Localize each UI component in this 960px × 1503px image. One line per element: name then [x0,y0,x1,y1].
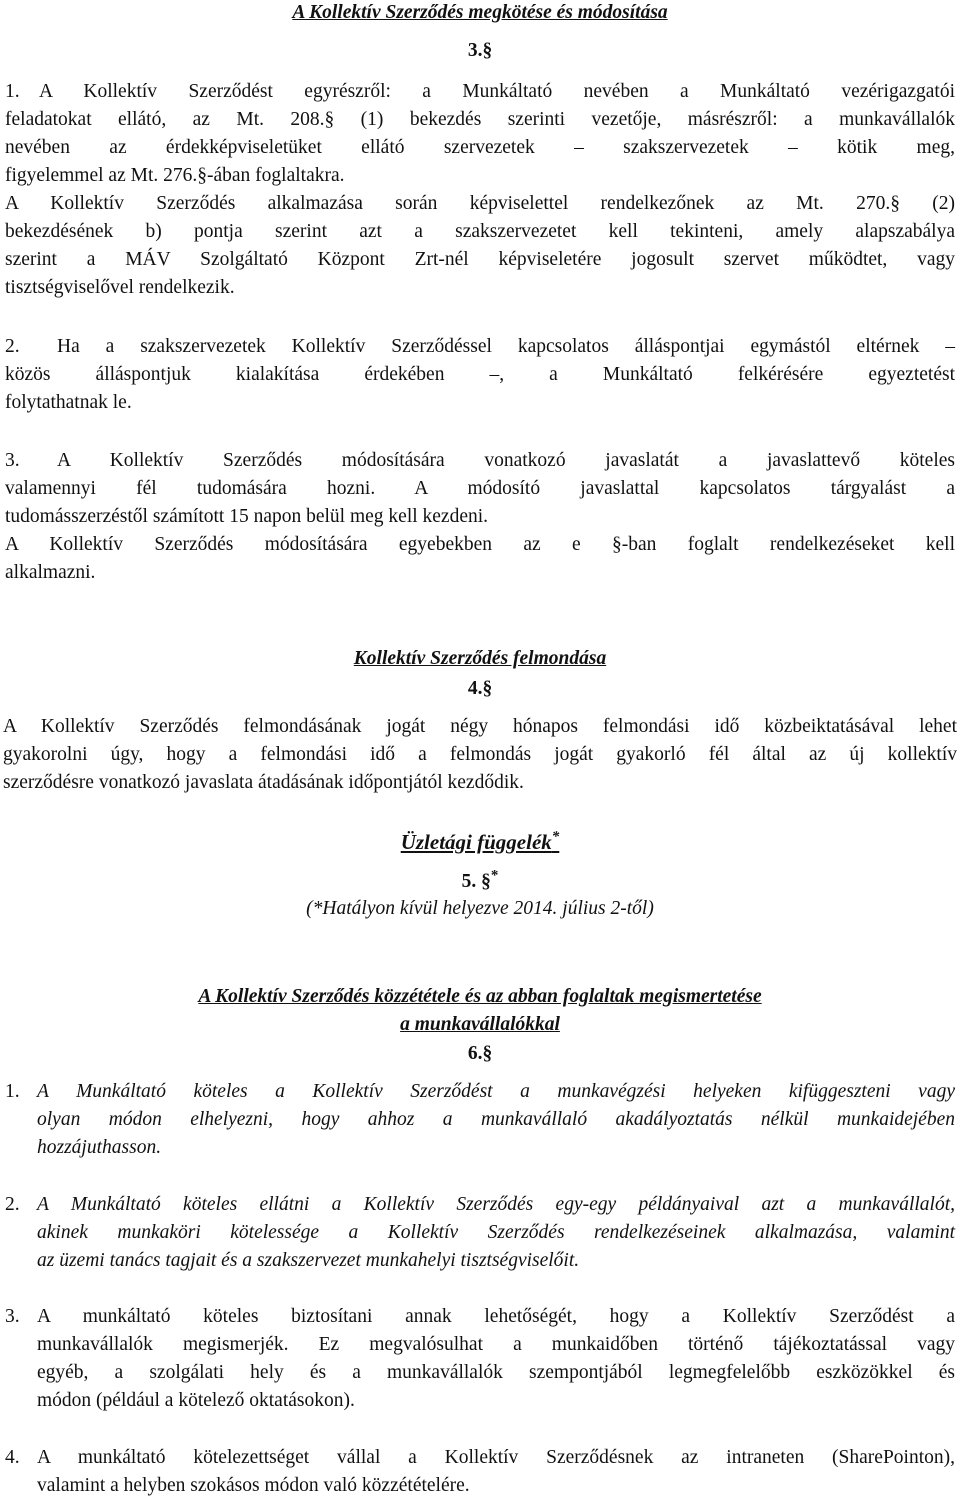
text-line: A Kollektív Szerződést egyrészről: a Munkáltató nevében a Munkáltató vezérigazgatói [39,81,955,102]
text-line: közös álláspontjuk kialakítása érdekében –, a Munkáltató felkérésére egyeztetést [5,364,955,385]
text-line: tudomásszerzéstől számított 15 napon belül meg kell kezdeni. [5,506,489,527]
list-item-3-2 [5,333,955,417]
list-item-number: 3. [5,1306,20,1327]
text-line: Ha a szakszervezetek Kollektív Szerződéssel kapcsolatos álláspontjai egymástól eltérnek – [57,336,955,357]
text-line: A Munkáltató köteles a Kollektív Szerződést a munkavégzési helyeken kifüggeszteni vagy [37,1081,955,1102]
footnote-marker: * [490,867,499,884]
list-item-3-1 [5,78,955,302]
list-item-number: 1. [5,1081,20,1102]
text-line: módon (például a kötelező oktatásokon). [37,1390,355,1411]
text-line: feladatokat ellátó, az Mt. 208.§ (1) bekezdés szerinti vezetője, másrészről: a munkavállalók [5,109,955,130]
list-item-number: 1. [5,81,20,102]
text-line: akinek munkaköri kötelessége a Kollektív Szerződés rendelkezéseinek alkalmazása, valamint [37,1222,955,1243]
text-line: olyan módon elhelyezni, hogy ahhoz a munkavállaló akadályoztatás nélkül munkaidejében [37,1109,955,1130]
list-item-text [37,1444,955,1500]
list-item-3-3 [5,447,955,587]
text-line: A Kollektív Szerződés módosítására vonatkozó javaslatát a javaslattevő köteles [57,450,955,471]
list-item-number: 4. [5,1447,20,1468]
list-item-text [5,333,955,417]
text-line: A Kollektív Szerződés alkalmazása során képviselettel rendelkezőnek az Mt. 270.§ (2) [5,193,955,214]
text-line: az üzemi tanács tagjait és a szakszervezet munkahelyi tisztségviselőit. [37,1250,580,1271]
text-line: valamennyi fél tudomására hozni. A módosító javaslattal kapcsolatos tárgyalást a [5,478,955,499]
text-line: egyéb, a szolgálati hely és a munkavállalók szempontjából legmegfelelőbb eszközökkel és [37,1362,955,1383]
section-title-publication: A Kollektív Szerződés közzététele és az abban foglaltak megismertetése [198,986,762,1007]
text-line: A munkáltató köteles biztosítani annak lehetőségét, hogy a Kollektív Szerződést a [37,1306,955,1327]
section-title-conclusion: A Kollektív Szerződés megkötése és módosítása [292,2,668,23]
list-item-number: 2. [5,1194,20,1215]
footnote-marker: * [551,829,560,845]
text-line: alkalmazni. [5,562,96,583]
text-line: A munkáltató kötelezettséget vállal a Kollektív Szerződésnek az intraneten (SharePointon), [37,1447,955,1468]
text-line: gyakorolni úgy, hogy a felmondási idő a felmondás jogát gyakorló fél által az új kollektív [3,744,957,765]
text-line: figyelemmel az Mt. 276.§-ában foglaltakra. [5,165,345,186]
list-item-number: 3. [5,450,20,471]
list-item-6-3 [5,1303,955,1415]
list-item-text [37,1191,955,1275]
appendix-title-text: Üzletági függelék [400,830,552,854]
text-line: munkavállalók megismerjék. Ez megvalósulhat a munkaidőben történő tájékoztatással vagy [37,1334,955,1355]
list-item-text [37,1303,955,1415]
section-title-business-appendix [0,828,960,856]
list-item-6-2 [5,1191,955,1275]
text-line: valamint a helyben szokásos módon való közzétételére. [37,1475,470,1496]
list-item-text [37,1078,955,1162]
text-line: A Kollektív Szerződés módosítására egyebekben az e §-ban foglalt rendelkezéseket kell [5,534,955,555]
list-item-6-4 [5,1444,955,1500]
text-line: A Kollektív Szerződés felmondásának jogát négy hónapos felmondási idő közbeiktatásával lehet [3,716,957,737]
paragraph-number-6: 6.§ [467,1043,493,1064]
text-line: szerint a MÁV Szolgáltató Központ Zrt-nél képviseletére jogosult szervet működtet, vagy [5,249,955,270]
paragraph-number-3: 3.§ [467,40,493,61]
section-title-termination: Kollektív Szerződés felmondása [353,648,607,669]
termination-paragraph [3,713,957,797]
text-line: hozzájuthasson. [37,1137,162,1158]
list-item-6-1 [5,1078,955,1162]
text-line: tisztségviselővel rendelkezik. [5,277,235,298]
list-item-text [5,78,955,302]
text-line: A Munkáltató köteles ellátni a Kollektív Szerződés egy-egy példányaival azt a munkavállalót, [37,1194,955,1215]
text-line: szerződésre vonatkozó javaslata átadásának időpontjától kezdődik. [3,772,524,793]
text-line: bekezdésének b) pontja szerint azt a szakszervezetet kell tekinteni, amely alapszabálya [5,221,955,242]
text-line: folytathatnak le. [5,392,132,413]
paragraph-number-text: 5. § [461,871,491,892]
repeal-note: (*Hatályon kívül helyezve 2014. július 2-től) [306,898,654,919]
list-item-number: 2. [5,336,20,357]
paragraph-number-5 [0,868,960,896]
text-line: nevében az érdekképviseletüket ellátó szervezetek – szakszervezetek – kötik meg, [5,137,955,158]
paragraph-number-4: 4.§ [467,678,493,699]
section-title-publication-line2: a munkavállalókkal [400,1014,560,1035]
list-item-text [5,447,955,587]
